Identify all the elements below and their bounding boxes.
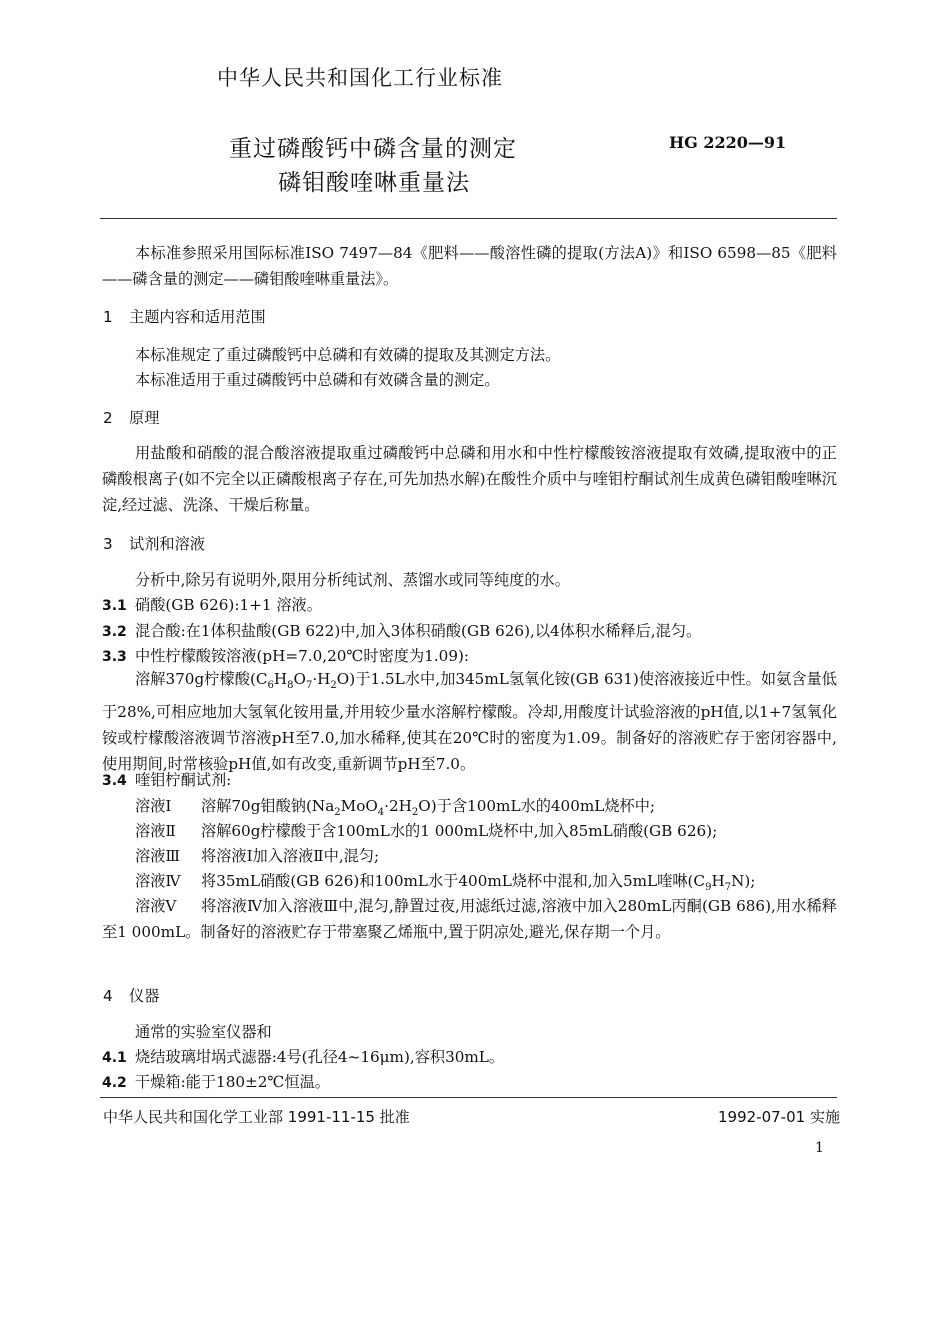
text-run: N); [731, 872, 756, 890]
section-1-paragraph: 本标准规定了重过磷酸钙中总磷和有效磷的提取及其测定方法。 [135, 346, 561, 364]
text-run: O)于1.5L水中,加345mL氢氧化铵(GB 631)使溶液接近中性。如氨含量低于28%,可相应地加大氢氧化铵用量,并用较少量水溶解柠檬酸。冷却,用酸度计试验溶液的pH值,以1+7氢氧化铵或柠檬酸溶液调节溶液pH至7.0,加水稀释,使其在20℃时的密度为1.09。制备好的溶液贮存于密闭容器中,使用期间,时常核验pH值,如有改变,重新调节pH至7.0。 [102, 670, 837, 774]
document-title-line2: 磷钼酸喹啉重量法 [278, 170, 470, 196]
text-run: 溶解370g柠檬酸(C [135, 670, 268, 688]
footer-divider [100, 1097, 837, 1098]
solution-3 [135, 843, 379, 869]
clause-number: 3.3 [102, 649, 127, 665]
section-title: 仪器 [129, 987, 160, 1005]
section-2-paragraph: 用盐酸和硝酸的混合酸溶液提取重过磷酸钙中总磷和用水和中性柠檬酸铵溶液提取有效磷,提取液中的正磷酸根离子(如不完全以正磷酸根离子存在,可先加热水解)在酸性介质中与喹钼柠酮试剂生成黄色磷钼酸喹啉沉淀,经过滤、洗涤、干燥后称量。 [102, 444, 837, 514]
text-run: ·H [312, 670, 331, 688]
subscript: 9 [705, 882, 712, 894]
standard-category: 中华人民共和国化工行业标准 [217, 66, 503, 90]
section-4-heading [103, 985, 159, 1006]
solution-text: 将溶液Ⅳ加入溶液Ⅲ中,混匀,静置过夜,用滤纸过滤,溶液中加入280mL丙酮(GB 686),用水稀释至1 000mL。制备好的溶液贮存于带塞聚乙烯瓶中,置于阴凉处,避光,保存期一个月。 [102, 897, 837, 941]
text-run: H [273, 670, 288, 688]
clause-4-2 [102, 1069, 330, 1096]
clause-3-2 [102, 618, 701, 645]
clause-number: 3.1 [102, 598, 127, 614]
clause-4-1 [102, 1044, 504, 1071]
subscript: 8 [287, 680, 294, 692]
solution-label: 溶液Ⅲ [135, 847, 181, 865]
clause-3-4 [102, 767, 231, 794]
section-4-intro: 通常的实验室仪器和 [135, 1023, 272, 1041]
section-number: 1 [103, 308, 113, 326]
clause-number: 3.2 [102, 624, 127, 640]
section-3-heading [103, 533, 205, 554]
text-run: MoO [340, 797, 378, 815]
clause-3-3-body [102, 666, 837, 777]
solution-text: 将溶液Ⅰ加入溶液Ⅱ中,混匀; [201, 847, 380, 865]
section-title: 原理 [129, 409, 160, 427]
section-number: 4 [103, 987, 113, 1005]
clause-text: 中性柠檬酸铵溶液(pH=7.0,20℃时密度为1.09): [135, 647, 470, 665]
clause-text: 硝酸(GB 626):1+1 溶液。 [135, 596, 322, 614]
text-run: O)于含100mL水的400mL烧杯中; [418, 797, 656, 815]
solution-label: 溶液Ⅱ [135, 822, 176, 840]
clause-text: 喹钼柠酮试剂: [135, 771, 232, 789]
section-title: 主题内容和适用范围 [129, 308, 266, 326]
solution-label: 溶液Ⅳ [135, 872, 181, 890]
text-run: 溶解70g钼酸钠(Na [201, 797, 335, 815]
subscript: 2 [330, 680, 337, 692]
section-number: 3 [103, 535, 113, 553]
solution-2 [135, 818, 717, 844]
subscript: 4 [377, 807, 385, 819]
document-title-line1: 重过磷酸钙中磷含量的测定 [229, 136, 517, 162]
clause-3-1 [102, 592, 322, 619]
subscript: 2 [411, 807, 419, 819]
standard-code: HG 2220—91 [669, 133, 787, 152]
text-run: O [293, 670, 306, 688]
section-title: 试剂和溶液 [129, 535, 205, 553]
subscript: 6 [267, 680, 274, 692]
clause-text: 干燥箱:能于180±2℃恒温。 [135, 1073, 330, 1091]
section-2-heading [103, 407, 159, 428]
text-run: H [711, 872, 725, 890]
subscript: 7 [724, 882, 732, 894]
subscript: 2 [334, 807, 341, 819]
solution-label: 溶液Ⅴ [135, 897, 177, 915]
page-number: 1 [815, 1140, 824, 1156]
clause-text: 混合酸:在1体积盐酸(GB 622)中,加入3体积硝酸(GB 626),以4体积水稀释后,混匀。 [135, 622, 702, 640]
solution-5 [102, 893, 837, 945]
solution-label: 溶液Ⅰ [135, 797, 172, 815]
solution-text: 溶解60g柠檬酸于含100mL水的1 000mL烧杯中,加入85mL硝酸(GB 626); [201, 822, 718, 840]
section-1-heading [103, 306, 266, 327]
clause-number: 4.2 [102, 1075, 127, 1091]
section-1-paragraph: 本标准适用于重过磷酸钙中总磷和有效磷含量的测定。 [135, 371, 500, 389]
clause-number: 3.4 [102, 773, 127, 789]
section-number: 2 [103, 409, 113, 427]
clause-number: 4.1 [102, 1050, 127, 1066]
intro-paragraph: 本标准参照采用国际标准ISO 7497—84《肥料——酸溶性磷的提取(方法A)》和ISO 6598—85《肥料——磷含量的测定——磷钼酸喹啉重量法》。 [102, 244, 837, 288]
section-3-intro: 分析中,除另有说明外,限用分析纯试剂、蒸馏水或同等纯度的水。 [135, 571, 570, 589]
effective-date: 1992-07-01 实施 [718, 1108, 840, 1126]
clause-text: 烧结玻璃坩埚式滤器:4号(孔径4~16μm),容积30mL。 [135, 1048, 505, 1066]
text-run: 将35mL硝酸(GB 626)和100mL水于400mL烧杯中混和,加入5mL喹啉(C [201, 872, 706, 890]
text-run: ·2H [384, 797, 412, 815]
approval-line: 中华人民共和国化学工业部 1991-11-15 批准 [103, 1108, 410, 1126]
subscript: 7 [305, 680, 313, 692]
title-divider [100, 218, 837, 219]
